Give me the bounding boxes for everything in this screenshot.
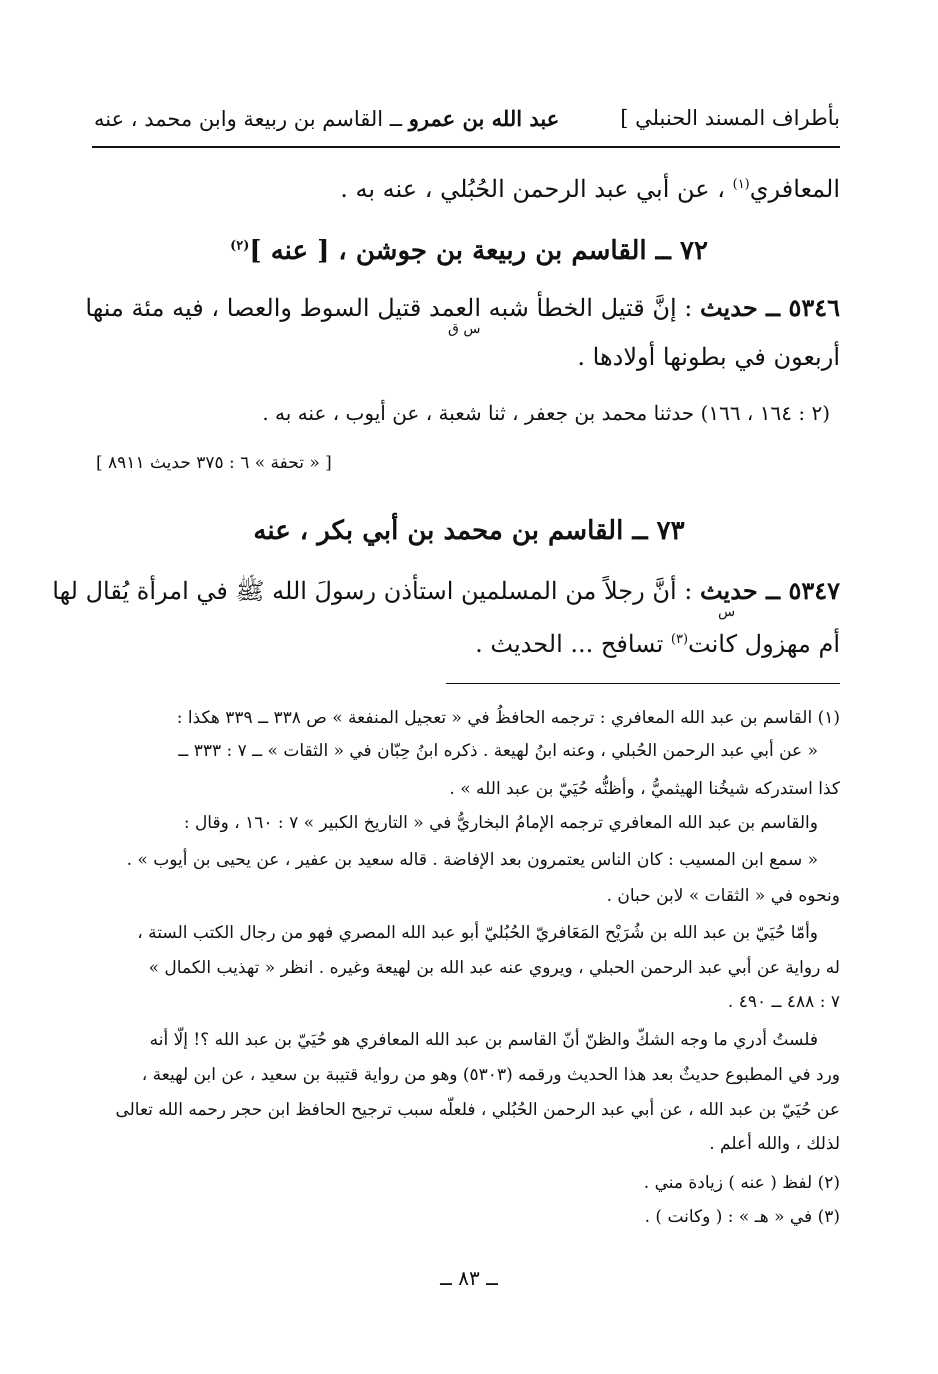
footnote-line: (٣) في « هـ » : ( وكانت ) . [644,1207,840,1227]
continuation-a: المعافري [749,175,840,203]
hadith-5346-isnad: (٢ : ١٦٤ ، ١٦٦) حدثنا محمد بن جعفر ، ثنا شعبة ، عن أيوب ، عنه به . [262,401,830,425]
section-73-heading: ٧٣ ــ القاسم بن محمد بن أبي بكر ، عنه [253,516,685,546]
footnote-rule [446,683,840,684]
footnote-line: والقاسم بن عبد الله المعافري ترجمه الإمامُ البخاريُّ في « التاريخ الكبير » ٧ : ١٦٠ ، وقال : [183,813,818,833]
footnote-line: عن حُيَيّ بن عبد الله ، عن أبي عبد الرحمن الحُبُلي ، فلعلّه سبب ترجيح الحافظ ابن حجر رحمه الله تعالى [115,1100,840,1120]
footnote-line: وأمّا حُيَيّ بن عبد الله بن شُرَيْح المَعَافريّ الحُبُليّ أبو عبد الله المصري فهو من رجال الكتب الستة ، [137,923,818,943]
footnote-line: (٢) لفظ ( عنه ) زيادة مني . [643,1173,840,1193]
hadith-5346-line1 [85,291,840,325]
hadith-5347-number: ٥٣٤٧ ــ حديث [699,576,840,605]
section-72-title: ٧٢ ــ القاسم بن ربيعة بن جوشن ، [ عنه ] [249,236,708,266]
hadith-5347-marks: س [718,604,736,620]
header-chapter [94,106,559,131]
footnote-line: ونحوه في « الثقات » لابن حبان . [606,886,840,906]
hadith-5347-text1: : أنَّ رجلاً من المسلمين استأذن رسولَ الله ﷺ في امرأة يُقال لها [52,577,700,605]
hadith-5346-marks: س ق [448,321,481,337]
header-rule [92,146,840,148]
hadith-5347-text2a: أم مهزول كانت [688,630,840,658]
continuation-b: ، عن أبي عبد الرحمن الحُبُلي ، عنه به . [340,175,733,203]
footnote-line: له رواية عن أبي عبد الرحمن الحبلي ، ويروي عنه عبد الله بن لهيعة وغيره . انظر « تهذيب الكمال » [148,958,840,978]
header-chapter-bold: عبد الله بن عمرو [408,106,560,131]
footnote-ref-2: (٢) [230,238,250,254]
section-72-heading [0,236,938,266]
footnote-line: ٧ : ٤٨٨ ــ ٤٩٠ . [727,992,840,1012]
hadith-5347-line1 [52,574,840,608]
footnote-line: كذا استدركه شيخُنا الهيثميُّ ، وأظنُّه حُيَيّ بن عبد الله » . [449,779,840,799]
continuation-line [340,168,840,206]
footnote-ref-1: (١) [732,177,750,192]
hadith-5346-tuhfa: [ « تحفة » ٦ : ٣٧٥ حديث ٨٩١١ ] [96,453,332,473]
footnote-line: « سمع ابن المسيب : كان الناس يعتمرون بعد الإفاضة . قاله سعيد بن عفير ، عن يحيى بن أيوب » . [126,850,818,870]
hadith-5346-line2: أربعون في بطونها أولادها . [577,343,840,371]
footnote-line: لذلك ، والله أعلم . [709,1134,840,1154]
hadith-5347-line2 [475,623,840,661]
hadith-5346-text1: : إنَّ قتيل الخطأ شبه العمد قتيل السوط والعصا ، فيه مئة منها [85,294,700,322]
footnote-line: ورد في المطبوع حديثٌ بعد هذا الحديث ورقمه (٥٣٠٣) وهو من رواية قتيبة بن سعيد ، عن ابن لهيعة ، [141,1065,840,1085]
header-chapter-rest: ــ القاسم بن ربيعة وابن محمد ، عنه [94,107,409,131]
footnote-ref-3: (٣) [670,632,689,647]
footnote-line: « عن أبي عبد الرحمن الحُبلي ، وعنه ابنُ لهيعة . ذكره ابنُ حِبّان في « الثقات » ــ ٧ : ٣٣٣ ــ [178,741,818,761]
header-book-title: بأطراف المسند الحنبلي ] [620,106,840,130]
hadith-5346-number: ٥٣٤٦ ــ حديث [699,293,840,322]
footnote-line: فلستُ أدري ما وجه الشكّ والظنّ أنّ القاسم بن عبد الله المعافري هو حُيَيّ بن عبد الله ؟! إلّا أنه [149,1030,818,1050]
footnote-line: (١) القاسم بن عبد الله المعافري : ترجمه الحافظُ في « تعجيل المنفعة » ص ٣٣٨ ــ ٣٣٩ هكذا : [176,708,840,728]
page-number: ــ ٨٣ ــ [440,1266,498,1290]
hadith-5347-text2b: تسافح ... الحديث . [475,630,671,658]
